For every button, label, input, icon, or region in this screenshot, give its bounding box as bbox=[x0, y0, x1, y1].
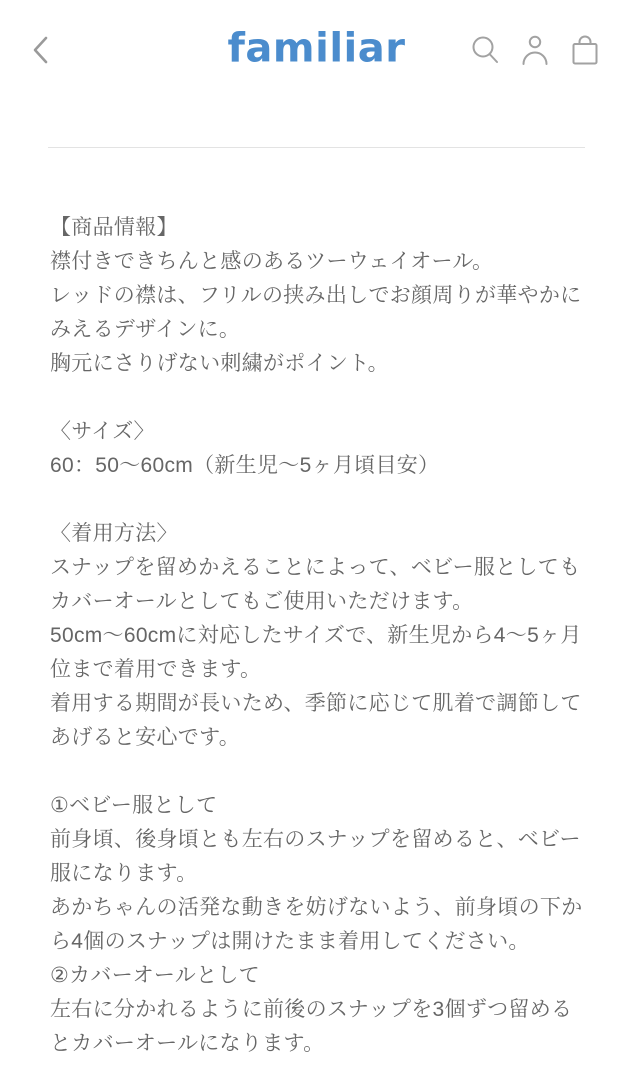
text-line: 50cm〜60cmに対応したサイズで、新生児から4〜5ヶ月位まで着用できます。 bbox=[50, 624, 582, 681]
header-actions bbox=[470, 31, 600, 69]
account-button[interactable] bbox=[520, 31, 550, 69]
text-line: 左右に分かれるように前後のスナップを3個ずつ留めるとカバーオールになります。 bbox=[50, 998, 573, 1055]
text-line: ①ベビー服として bbox=[50, 794, 218, 817]
product-description bbox=[0, 148, 633, 1061]
user-icon bbox=[521, 33, 549, 67]
section-heading: 〈着用方法〉 bbox=[50, 522, 178, 545]
chevron-left-icon bbox=[30, 34, 52, 66]
section-size bbox=[50, 415, 585, 483]
search-button[interactable] bbox=[470, 31, 500, 69]
text-line: 胸元にさりげない刺繍がポイント。 bbox=[50, 352, 389, 375]
section-product-info bbox=[50, 211, 585, 381]
section-wearing-steps bbox=[50, 789, 585, 1061]
shopping-bag-icon bbox=[570, 33, 600, 67]
text-line: 着用する期間が長いため、季節に応じて肌着で調節してあげると安心です。 bbox=[50, 692, 582, 749]
back-button[interactable] bbox=[30, 33, 56, 67]
section-how-to-wear bbox=[50, 517, 585, 755]
section-heading: 〈サイズ〉 bbox=[50, 420, 155, 443]
cart-button[interactable] bbox=[570, 31, 600, 69]
section-heading: 【商品情報】 bbox=[50, 216, 178, 239]
text-line: スナップを留めかえることによって、ベビー服としてもカバーオールとしてもご使用いただけます。 bbox=[50, 556, 581, 613]
text-line: 襟付きできちんと感のあるツーウェイオール。 bbox=[50, 250, 494, 273]
text-line: ②カバーオールとして bbox=[50, 964, 260, 987]
text-line: レッドの襟は、フリルの挟み出しでお顔周りが華やかにみえるデザインに。 bbox=[50, 284, 582, 341]
brand-logo[interactable]: familiar bbox=[227, 25, 406, 72]
text-line: 前身頃、後身頃とも左右のスナップを留めると、ベビー服になります。 bbox=[50, 828, 581, 885]
text-line: 60：50〜60cm（新生児〜5ヶ月頃目安） bbox=[50, 454, 440, 477]
app-header bbox=[0, 0, 633, 100]
search-icon bbox=[470, 34, 500, 66]
text-line: あかちゃんの活発な動きを妨げないよう、前身頃の下から4個のスナップは開けたまま着用してください。 bbox=[50, 896, 583, 953]
